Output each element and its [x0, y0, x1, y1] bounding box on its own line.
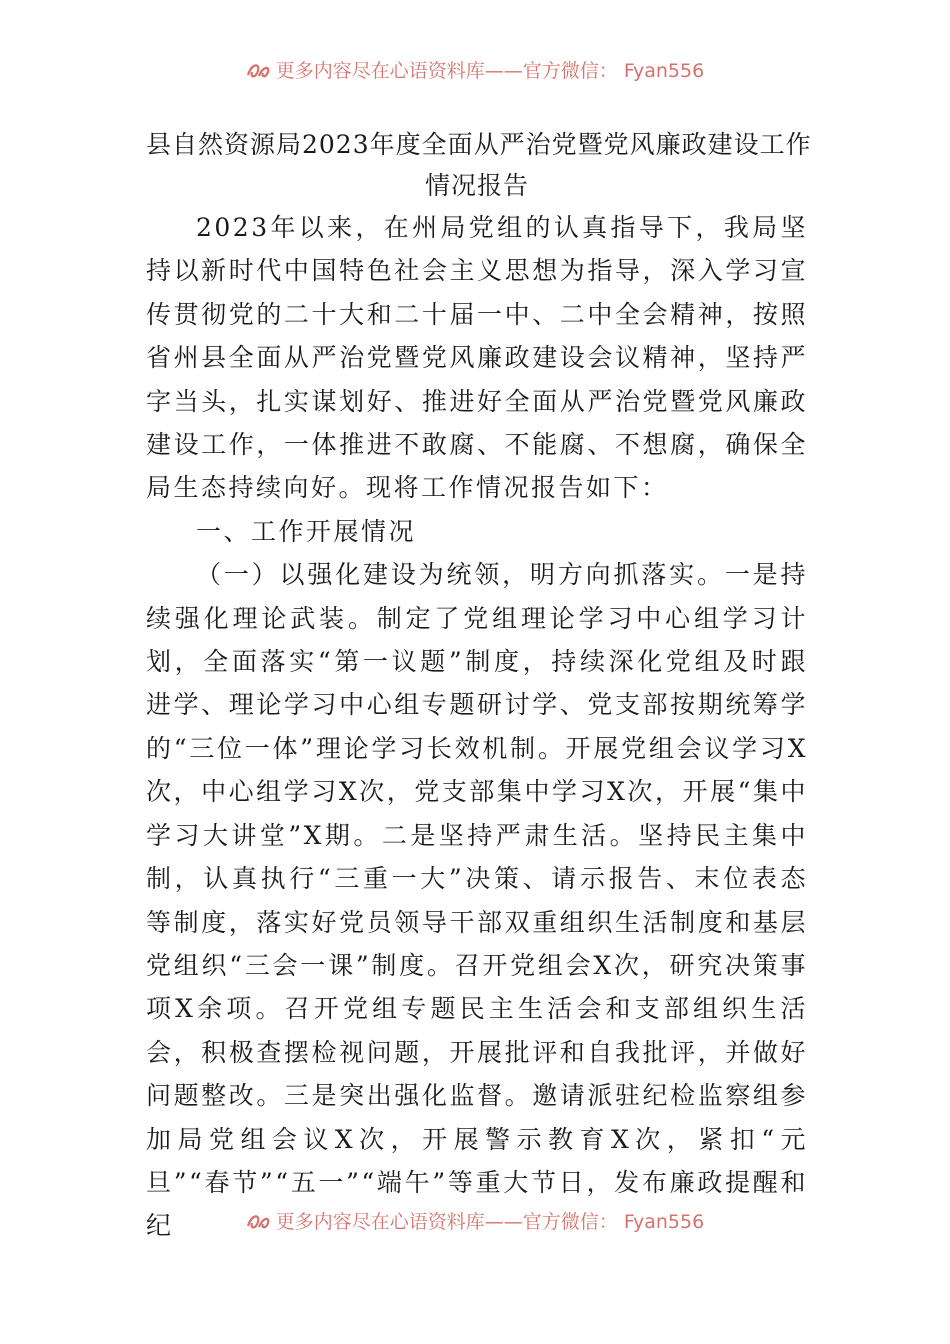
document-body [146, 124, 812, 1248]
section-heading: 一、工作开展情况 [196, 516, 417, 546]
watermark-logo-icon [246, 61, 272, 81]
watermark-text: 更多内容尽在心语资料库——官方微信： Fyan556 [275, 1211, 705, 1233]
body-paragraph: （一）以强化建设为统领，明方向抓落实。一是持续强化理论武装。制定了党组理论学习中心组学习计划，全面落实“第一议题”制度，持续深化党组及时跟进学、理论学习中心组专题研讨学、党支部按期统筹学的“三位一体”理论学习长效机制。开展党组会议学习X次，中心组学习X次，党支部集中学习X次，开展“集中学习大讲堂”X期。二是坚持严肃生活。坚持民主集中制，认真执行“三重一大”决策、请示报告、末位表态等制度，落实好党员领导干部双重组织生活制度和基层党组织“三会一课”制度。召开党组会X次，研究决策事项X余项。召开党组专题民主生活会和支部组织生活会，积极查摆检视问题，开展批评和自我批评，并做好问题整改。三是突出强化监督。邀请派驻纪检监察组参加局党组会议X次，开展警示教育X次，紧扣“元旦”“春节”“五一”“端午”等重大节日，发布廉政提醒和纪 [146, 560, 808, 1241]
watermark-top [0, 56, 950, 86]
document-title-line-1: 县自然资源局2023年度全面从严治党暨党风廉政建设工作 [146, 130, 812, 159]
document-title [146, 124, 812, 206]
watermark-text: 更多内容尽在心语资料库——官方微信： Fyan556 [275, 60, 705, 82]
document-title-line-2: 情况报告 [424, 171, 529, 200]
watermark-bottom [0, 1207, 950, 1237]
intro-paragraph: 2023年以来，在州局党组的认真指导下，我局坚持以新时代中国特色社会主义思想为指导，深入学习宣传贯彻党的二十大和二十届一中、二中全会精神，按照省州县全面从严治党暨党风廉政建设会议精神，坚持严字当头，扎实谋划好、推进好全面从严治党暨党风廉政建设工作，一体推进不敢腐、不能腐、不想腐，确保全局生态持续向好。现将工作情况报告如下： [146, 213, 808, 503]
watermark-logo-icon [246, 1212, 272, 1232]
